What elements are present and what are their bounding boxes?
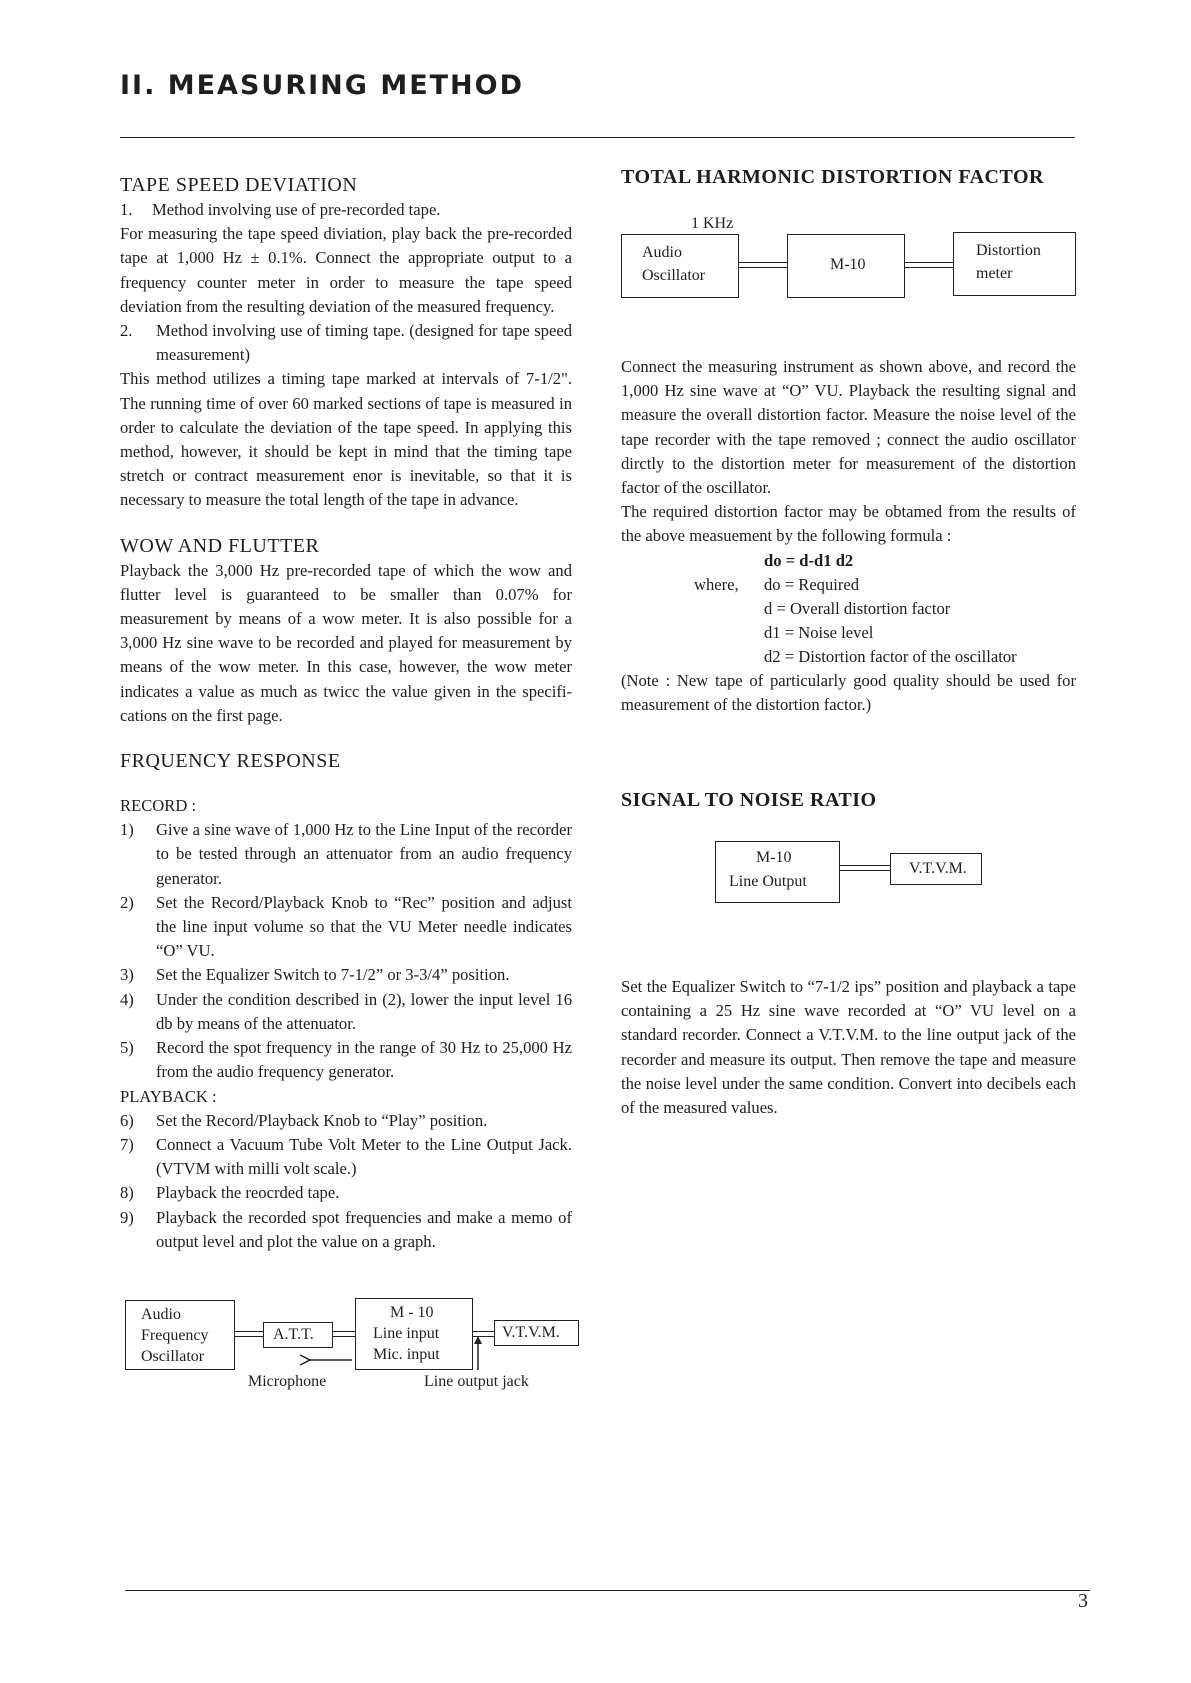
formula-line-2: d = Overall distortion factor: [764, 598, 951, 618]
osc-label-2: Oscillator: [642, 267, 706, 284]
vtvm-label: V.T.V.M.: [502, 1323, 560, 1341]
step-text: Connect a Vacuum Tube Volt Meter to the Line Output Jack. (VTVM with milli volt scale.): [156, 1134, 572, 1179]
wow-heading: WOW AND FLUTTER: [120, 534, 320, 557]
step-7: [120, 1133, 572, 1181]
step-9: [120, 1206, 572, 1254]
m10-line-output-box: [715, 841, 840, 903]
diagram-arrows: [120, 1292, 590, 1412]
thd-diagram: [621, 210, 1076, 355]
vtvm-label: V.T.V.M.: [909, 860, 967, 878]
audio-oscillator-box: [621, 234, 739, 298]
top-rule: [120, 137, 1075, 138]
tape-speed-heading: TAPE SPEED DEVIATION: [120, 174, 358, 196]
freq-response-diagram: [120, 1292, 572, 1412]
osc-label-2: Frequency: [141, 1326, 209, 1344]
method-1-paragraph: For measuring the tape speed diviation, play back the pre-recorded tape at 1,000 Hz ± 0.1%. Connect the appropriate output to a frequency counter meter in order to measure the tape speed deviation from the resulting deviation of the measured frequency.: [120, 224, 572, 316]
step-number: 6): [120, 1110, 134, 1130]
step-text: Set the Equalizer Switch to 7-1/2” or 3-3/4” position.: [156, 965, 510, 985]
snr-paragraph: Set the Equalizer Switch to “7-1/2 ips” position and playback a tape containing a 25 Hz sine wave recorded at “O” VU level on a standard recorder. Connect a V.T.V.M. to the line output jack of the recorder and measure its output. Then remove the tape and measure the noise level under the same condition. Convert into decibels each of the measured values.: [621, 977, 1076, 1118]
m10-label-1: M - 10: [390, 1303, 434, 1321]
osc-label-3: Oscillator: [141, 1347, 205, 1365]
record-label: RECORD :: [120, 796, 197, 816]
step-number: 7): [120, 1134, 134, 1154]
step-text: Give a sine wave of 1,000 Hz to the Line Input of the recorder to be tested through an attenuator from an audio frequency generator.: [156, 820, 572, 888]
connector-osc-m10: [739, 262, 787, 268]
freq-heading: FRQUENCY RESPONSE: [120, 750, 341, 773]
step-2: [120, 891, 572, 964]
step-number: 8): [120, 1183, 134, 1203]
line-output-label: Line Output: [729, 873, 807, 891]
wow-paragraph: Playback the 3,000 Hz pre-recorded tape of which the wow and flutter level is guaranteed to be smaller than 0.07% for measurement by means of a wow meter. It is also possible for a 3,000 Hz sine wave to be recorded and played for measurement by means of the wow meter. In this case, however, the wow meter indicates a value as much as twicc the value given in the specifi-cations on the first page.: [120, 560, 572, 725]
microphone-label: Microphone: [248, 1372, 327, 1390]
snr-diagram: [621, 835, 1076, 975]
step-number: 5): [120, 1038, 134, 1058]
method-1: [120, 198, 572, 222]
step-3: [120, 963, 572, 987]
page-title: II. MEASURING METHOD: [120, 70, 525, 101]
thd-paragraph-2: The required distortion factor may be obtamed from the results of the above measuement by the following formula :: [621, 502, 1076, 546]
formula-line-3: d1 = Noise level: [764, 622, 874, 642]
step-text: Set the Record/Playback Knob to “Play” position.: [156, 1110, 488, 1130]
step-6: [120, 1109, 572, 1133]
distortion-meter-box: [953, 232, 1076, 296]
bottom-rule: [125, 1590, 1090, 1591]
connector-m10-dist: [905, 262, 953, 268]
step-4: [120, 988, 572, 1036]
dist-label-1: Distortion: [976, 242, 1041, 259]
distortion-formula: [621, 549, 1076, 709]
step-text: Playback the recorded spot frequencies and make a memo of output level and plot the value on a graph.: [156, 1207, 572, 1251]
step-number: 1): [120, 820, 134, 840]
step-8: [120, 1181, 572, 1205]
method-2: [120, 319, 572, 367]
thd-paragraph-1: Connect the measuring instrument as shown above, and record the 1,000 Hz sine wave at “O” VU. Playback the resulting signal and measure the overall distortion factor. Measure the noise level of the tape recorder with the tape removed ; connect the audio oscillator dirctly to the distortion meter for measurement of the distortion factor of the oscillator.: [621, 357, 1076, 498]
step-number: 3): [120, 965, 134, 985]
step-5: [120, 1036, 572, 1084]
method-2-paragraph: This method utilizes a timing tape marked at intervals of 7-1/2". The running time of over 60 marked sections of tape is measured in order to calculate the deviation of the tape speed. In applying this method, however, it should be kept in mind that the timing tape stretch or contract measurement enor is inevitable, so that it is necessary to measure the total length of the tape in advance.: [120, 369, 572, 510]
left-column: [120, 172, 572, 1412]
thd-heading: TOTAL HARMONIC DISTORTION FACTOR: [621, 166, 1044, 188]
step-number: 4): [120, 989, 134, 1009]
right-column: [621, 164, 1076, 1120]
page-number: 3: [1078, 1590, 1088, 1612]
step-1: [120, 818, 572, 891]
osc-label-1: Audio: [642, 244, 682, 261]
m10-label-3: Mic. input: [373, 1345, 440, 1363]
method-2-number: 2.: [120, 321, 133, 341]
formula-where: where,: [694, 574, 739, 594]
snr-heading: SIGNAL TO NOISE RATIO: [621, 789, 877, 812]
m10-label-2: Line input: [373, 1324, 440, 1342]
khz-label: 1 KHz: [691, 215, 734, 232]
formula-equation: do = d-d1 d2: [764, 550, 854, 570]
thd-note: (Note : New tape of particularly good quality should be used for measurement of the distortion factor.): [621, 670, 1076, 714]
step-text: Set the Record/Playback Knob to “Rec” position and adjust the line input volume so that the VU Meter needle indicates “O” VU.: [156, 892, 572, 961]
step-number: 9): [120, 1207, 134, 1227]
vtvm-box: [890, 853, 982, 885]
formula-line-1: do = Required: [764, 574, 860, 594]
step-text: Record the spot frequency in the range of 30 Hz to 25,000 Hz from the audio frequency generator.: [156, 1038, 572, 1082]
att-label: A.T.T.: [273, 1325, 314, 1343]
formula-line-4: d2 = Distortion factor of the oscillator: [764, 646, 1017, 666]
line-output-jack-label: Line output jack: [424, 1372, 529, 1390]
step-text: Under the condition described in (2), lower the input level 16 db by means of the attenuator.: [156, 989, 572, 1033]
playback-label: PLAYBACK :: [120, 1086, 217, 1106]
method-1-text: Method involving use of pre-recorded tape.: [152, 200, 441, 219]
method-2-text: Method involving use of timing tape. (designed for tape speed measurement): [156, 321, 572, 365]
osc-label-1: Audio: [141, 1305, 181, 1323]
m10-label: M-10: [830, 256, 866, 273]
step-text: Playback the reocrded tape.: [156, 1183, 340, 1203]
connector-m10-vtvm: [840, 865, 890, 871]
dist-label-2: meter: [976, 265, 1013, 282]
method-1-number: 1.: [120, 200, 133, 219]
m10-label: M-10: [756, 849, 792, 867]
m10-box: [787, 234, 905, 298]
step-number: 2): [120, 892, 134, 912]
